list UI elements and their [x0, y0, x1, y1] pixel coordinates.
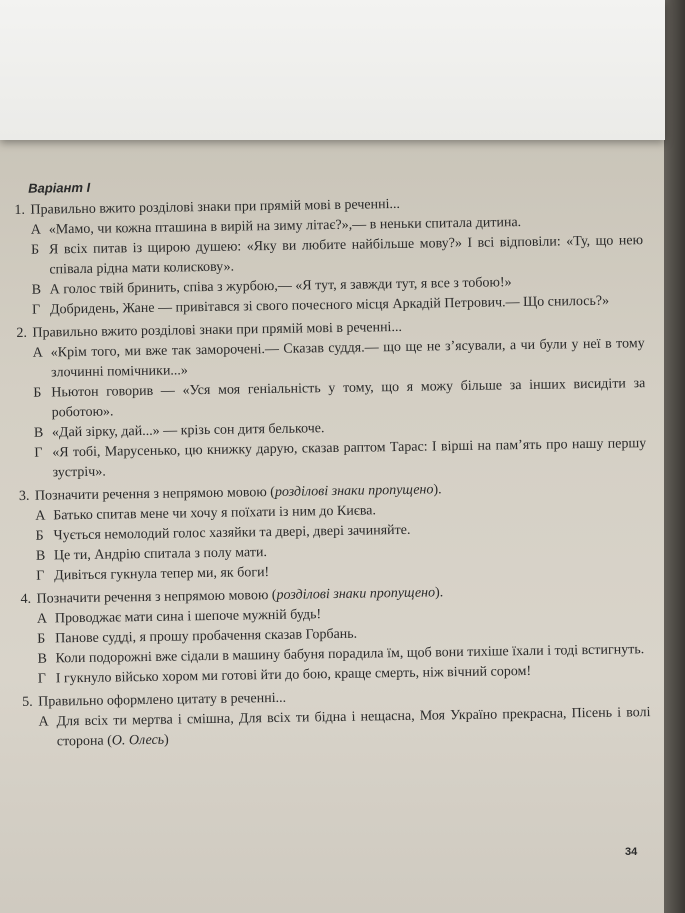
- question-number: 5.: [22, 694, 33, 710]
- option-letter: В: [31, 282, 42, 298]
- option-letter: А: [36, 611, 48, 627]
- page-number: 34: [625, 846, 638, 858]
- option-text-main: Для всіх ти мертва і смішна, Для всіх ти бідна і нещасна, Моя Україно прекрасна, Пісень і волі сторона (: [56, 705, 651, 750]
- question-text-end: ).: [434, 585, 444, 601]
- option-letter: Г: [37, 671, 47, 687]
- option-text: Добридень, Жане — привітався зі свого почесного місця Аркадій Петрович.— Що снилось?»: [49, 293, 610, 318]
- option-letter: В: [33, 425, 44, 441]
- citation-author: О. Олесь: [111, 732, 165, 749]
- question-number: 3.: [18, 488, 30, 504]
- option-text: Батько спитав мене чи хочу я поїхати із ним до Києва.: [53, 503, 377, 524]
- option-text: А голос твій бринить, співа з журбою,— «Я тут, я завжди тут, я все з тобою!»: [49, 275, 512, 298]
- question-5: [22, 683, 651, 753]
- option-text: Проводжає мати сина і шепоче мужній будь!: [54, 607, 322, 627]
- question-4: [20, 580, 649, 690]
- option-letter: А: [35, 508, 46, 524]
- option-letter: В: [37, 651, 47, 667]
- option-text: «Я тобі, Марусенько, цю книжку дарую, сказав раптом Тарас: І вірші на пам’ять про нашу першу зустріч».: [52, 436, 647, 481]
- option-letter: Б: [35, 528, 44, 544]
- question-text: Правильно вжито розділові знаки при прямій мові в реченні...: [32, 319, 403, 341]
- blank-paper-sheet: [0, 0, 665, 140]
- question-text: Правильно вжито розділові знаки при прямій мові в реченні...: [30, 196, 401, 218]
- question-number: 2.: [16, 325, 28, 341]
- option-letter: Б: [37, 631, 46, 647]
- question-text-italic: розділові знаки пропущено: [274, 482, 434, 500]
- option-letter: А: [38, 714, 49, 730]
- option-letter: А: [30, 222, 42, 238]
- option-letter: Б: [33, 385, 42, 401]
- question-text-italic: розділові знаки пропущено: [276, 585, 436, 603]
- question-number: 1.: [14, 202, 26, 218]
- option-text-end: ): [164, 732, 169, 748]
- question-3: [19, 477, 648, 587]
- question-number: 4.: [20, 591, 32, 607]
- option-letter: В: [35, 548, 46, 564]
- option-letter: Б: [30, 242, 40, 258]
- option-text: Панове судді, я прошу пробачення сказав Горбань.: [55, 626, 358, 647]
- option-text: І гукнуло військо хором ми готові йти до бою, краще смерть, ніж вічний сором!: [55, 663, 532, 687]
- option-text: Ньютон говорив — «Уся моя геніальність у тому, що я можу більше за інших висидіти за роботою».: [51, 376, 646, 421]
- option-letter: Г: [36, 568, 45, 584]
- option-letter: Г: [31, 302, 41, 318]
- exercise-content: [14, 170, 651, 753]
- question-1: [14, 191, 644, 321]
- question-text: Правильно оформлено цитату в реченні...: [38, 690, 287, 710]
- option: [34, 434, 647, 484]
- option-text: Я всіх питав із щирою душею: «Яку ви любите найбільше мову?» І всі відповіли: «Ту, що нею співала рідна мати колискову».: [48, 233, 644, 278]
- option-letter: Г: [34, 445, 43, 461]
- option-text: Дивіться гукнула тепер ми, як боги!: [54, 565, 270, 584]
- question-text-end: ).: [433, 482, 442, 498]
- option-letter: А: [32, 345, 43, 361]
- option-text: Коли подорожні вже сідали в машину бабуня порадила їм, щоб вони тихіше їхали і тоді встигнуть.: [55, 642, 645, 667]
- variant-title: Варіант І: [28, 179, 91, 196]
- option-text: «Дай зірку, дай...» — крізь сон дитя белькоче.: [51, 421, 325, 441]
- question-text-main: Позначити речення з непрямою мовою (: [34, 484, 276, 504]
- option-text: Це ти, Андрію спитала з полу мати.: [53, 545, 268, 564]
- question-2: [16, 314, 646, 484]
- question-text-main: Позначити речення з непрямою мовою (: [36, 587, 277, 607]
- option-text: Чується немолодий голос хазяйки та двері, двері зачиняйте.: [53, 522, 411, 544]
- option-text: «Крім того, ми вже так заморочені.— Сказав суддя.— що ще не з’ясували, а чи були у неї в тому злочинні помічники...»: [50, 336, 645, 381]
- option-text: «Мамо, чи кожна пташина в вирій на зиму літає?»,— в неньки спитала дитина.: [48, 215, 522, 238]
